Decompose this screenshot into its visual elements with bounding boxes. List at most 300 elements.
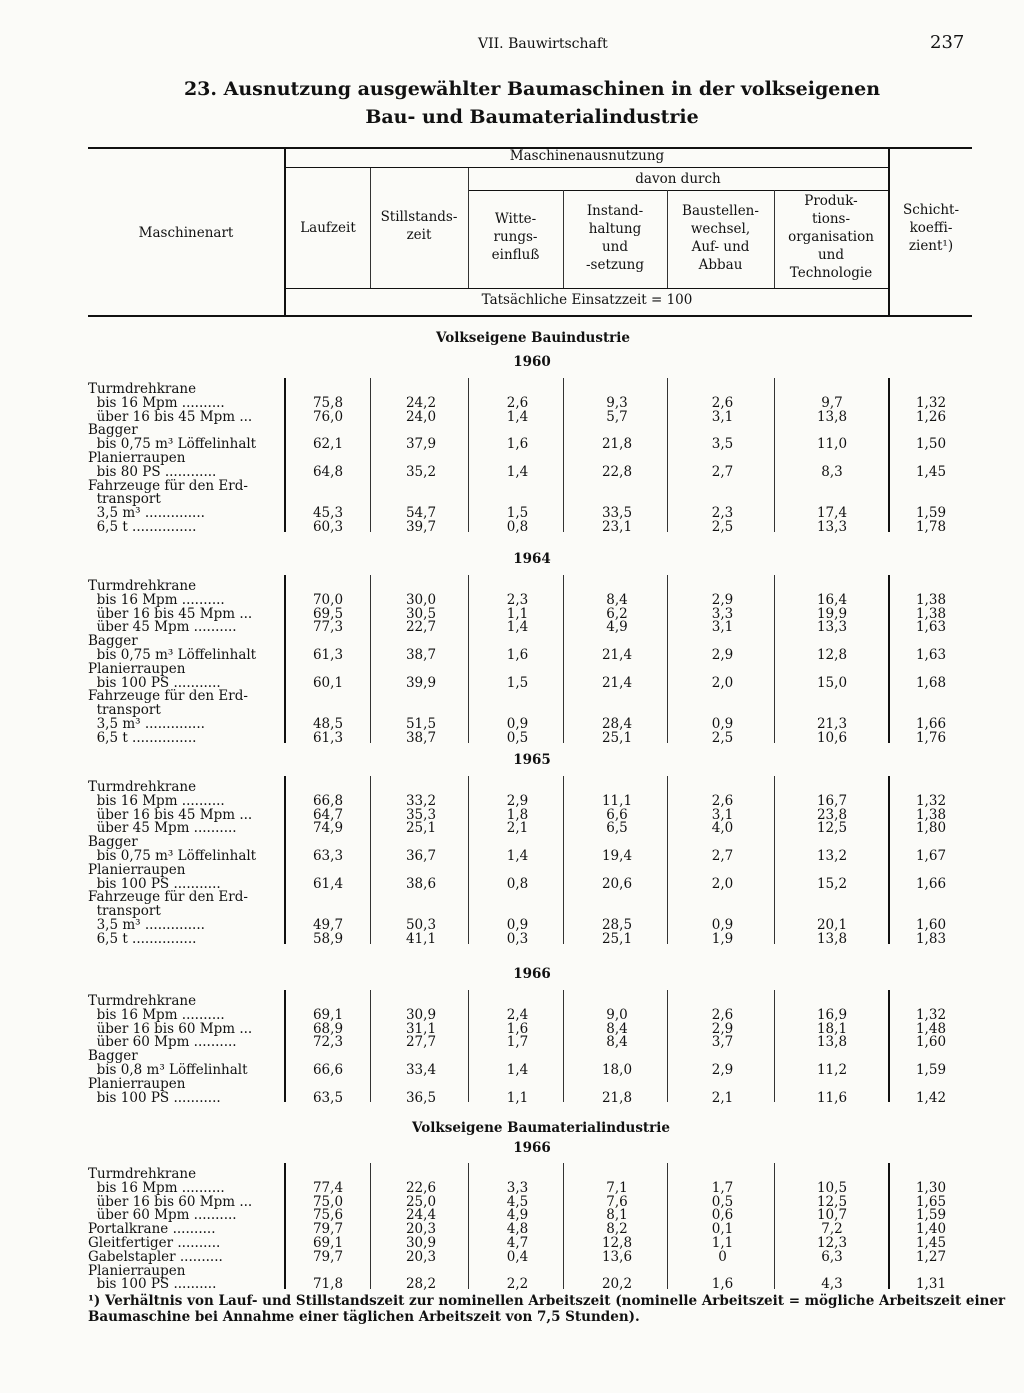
table-cell: 1,45 [915,1235,947,1251]
row-label: 6,5 t ............... [88,729,197,746]
table-cell: 28,4 [601,716,633,732]
column-rule [667,378,668,532]
table-cell: 30,5 [405,605,437,622]
row-label: über 45 Mpm .......... [88,619,237,636]
table-cell: 0,9 [711,917,734,933]
table-cell: 1,38 [915,605,947,622]
table-cell: 1,26 [915,408,947,425]
row-label: bis 0,75 m³ Löffelinhalt [88,436,257,453]
table-cell: 75,0 [312,1193,344,1210]
table-cell: 72,3 [312,1034,344,1051]
table-cell: 2,3 [506,591,529,608]
table-cell: 1,76 [915,729,947,746]
table-cell: 38,6 [405,875,437,892]
column-rule [563,575,564,743]
row-label: Bagger [88,633,138,650]
column-rule [468,990,469,1102]
table-cell: 20,6 [601,875,633,892]
table-cell: 21,4 [601,647,633,663]
table-cell: 2,6 [711,792,734,809]
table-cell: 23,1 [601,519,633,535]
table-cell: 48,5 [312,716,344,732]
table-cell: 58,9 [312,930,344,947]
table-cell: 7,6 [606,1193,628,1210]
table-cell: 4,3 [821,1276,843,1293]
table-cell: 1,7 [711,1179,734,1196]
column-rule [888,776,890,944]
table-cell: 24,2 [405,394,437,411]
column-rule [774,378,775,532]
row-label: Fahrzeuge für den Erd- [88,889,248,906]
table-cell: 28,5 [601,917,633,933]
row-label: 3,5 m³ .............. [88,716,205,732]
col-header-maschinenausnutzung: Maschinenausnutzung [509,148,665,164]
column-rule [370,776,371,944]
table-cell: 8,4 [606,1020,628,1037]
header-rule-1 [286,167,888,168]
table-cell: 1,83 [915,930,947,947]
table-cell: 8,2 [606,1221,628,1238]
row-label: Planierraupen [88,450,186,466]
table-cell: 1,4 [506,463,529,480]
row-label: bis 16 Mpm .......... [88,591,225,608]
table-cell: 3,3 [506,1179,529,1196]
table-cell: 11,0 [816,436,848,453]
table-cell: 1,68 [915,674,947,691]
table-cell: 35,3 [405,806,437,823]
table-cell: 66,8 [312,792,344,809]
table-cell: 2,5 [711,729,734,746]
column-rule [284,1163,286,1289]
table-cell: 25,1 [601,729,633,746]
table-cell: 11,6 [816,1089,848,1106]
table-cell: 0,6 [711,1207,734,1224]
table-cell: 25,0 [405,1193,437,1210]
table-cell: 2,9 [711,591,734,608]
table-cell: 1,30 [915,1179,947,1196]
column-rule [370,1163,371,1289]
running-header: VII. Bauwirtschaft [478,36,608,52]
table-cell: 22,8 [601,463,633,480]
column-rule [370,575,371,743]
row-label: transport [88,702,161,719]
table-cell: 1,32 [915,394,947,411]
table-cell: 49,7 [312,917,344,933]
table-cell: 76,0 [312,408,344,425]
table-cell: 61,4 [312,875,344,892]
table-cell: 0,4 [506,1248,529,1265]
table-cell: 22,6 [405,1179,437,1196]
table-cell: 18,0 [601,1062,633,1078]
table-cell: 6,6 [606,806,628,823]
table-cell: 1,4 [506,619,529,636]
table-cell: 61,3 [312,647,344,663]
table-cell: 0,1 [711,1221,734,1238]
column-rule [468,575,469,743]
column-rule [888,575,890,743]
table-cell: 0,8 [506,519,529,535]
row-label: bis 0,75 m³ Löffelinhalt [88,848,257,864]
table-cell: 3,1 [711,408,734,425]
table-cell: 13,3 [816,619,848,636]
table-cell: 1,42 [915,1089,947,1106]
table-cell: 60,3 [312,519,344,535]
table-cell: 1,5 [506,505,529,522]
table-cell: 28,2 [405,1276,437,1293]
table-cell: 63,3 [312,848,344,864]
table-cell: 3,1 [711,806,734,823]
table-cell: 38,7 [405,647,437,663]
row-label: über 60 Mpm .......... [88,1207,237,1224]
table-cell: 1,63 [915,619,947,636]
row-label: bis 0,8 m³ Löffelinhalt [88,1062,248,1078]
table-cell: 4,7 [506,1235,529,1251]
column-rule [563,776,564,944]
table-cell: 1,50 [915,436,947,453]
column-rule [468,776,469,944]
table-cell: 3,7 [711,1034,734,1051]
col-header-stillstandszeit: Stillstands- zeit [380,209,458,243]
row-label: transport [88,903,161,920]
column-rule [888,378,890,532]
table-cell: 1,38 [915,591,947,608]
table-cell: 11,2 [816,1062,848,1078]
column-rule [284,378,286,532]
table-cell: 1,1 [506,1089,529,1106]
table-cell: 13,8 [816,930,848,947]
col-header-baustellenwechsel: Baustellen- wechsel, Auf- und Abbau [682,203,759,273]
table-cell: 39,7 [405,519,437,535]
table-cell: 18,1 [816,1020,848,1037]
table-title-line1: 23. Ausnutzung ausgewählter Baumaschinen in der volkseigenen [183,78,881,100]
column-rule [667,776,668,944]
header-rule-3 [286,288,888,289]
table-cell: 1,4 [506,1062,529,1078]
column-rule [888,1163,890,1289]
col-header-instandhaltung: Instand- haltung und -setzung [585,203,645,273]
table-cell: 35,2 [405,463,437,480]
table-cell: 15,2 [816,875,848,892]
table-cell: 1,59 [915,1062,947,1078]
table-cell: 21,4 [601,674,633,691]
table-cell: 77,3 [312,619,344,636]
table-cell: 21,8 [601,1089,633,1106]
table-cell: 20,3 [405,1221,437,1238]
row-label: über 60 Mpm .......... [88,1034,237,1051]
table-cell: 6,5 [606,820,628,837]
table-cell: 71,8 [312,1276,344,1293]
table-cell: 33,4 [405,1062,437,1078]
table-cell: 2,0 [711,674,734,691]
table-cell: 24,0 [405,408,437,425]
table-cell: 1,80 [915,820,947,837]
table-cell: 1,32 [915,792,947,809]
table-cell: 79,7 [312,1221,344,1238]
column-rule [667,1163,668,1289]
table-cell: 2,7 [711,848,734,864]
table-cell: 12,3 [816,1235,848,1251]
table-cell: 3,3 [711,605,734,622]
table-cell: 61,3 [312,729,344,746]
row-label: bis 80 PS ............ [88,463,217,480]
table-cell: 2,7 [711,463,734,480]
col-header-maschinenart: Maschinenart [138,225,234,241]
table-cell: 60,1 [312,674,344,691]
table-cell: 54,7 [405,505,437,522]
table-cell: 3,1 [711,619,734,636]
table-cell: 1,6 [506,1020,529,1037]
table-cell: 1,59 [915,1207,947,1224]
row-label: über 16 bis 45 Mpm ... [88,408,253,425]
table-cell: 8,4 [606,591,628,608]
table-cell: 12,8 [601,1235,633,1251]
table-cell: 21,8 [601,436,633,453]
column-rule [284,575,286,743]
table-cell: 2,9 [711,1062,734,1078]
table-cell: 74,9 [312,820,344,837]
row-label: bis 16 Mpm .......... [88,1006,225,1023]
header-rule-2 [468,190,888,191]
row-label: bis 100 PS ........... [88,875,221,892]
table-cell: 31,1 [405,1020,437,1037]
row-label: Turmdrehkrane [88,381,197,397]
page-number: 237 [930,32,965,53]
table-cell: 10,7 [816,1207,848,1224]
table-cell: 12,8 [816,647,848,663]
table-cell: 4,9 [506,1207,529,1224]
table-cell: 20,2 [601,1276,633,1293]
table-cell: 77,4 [312,1179,344,1196]
table-cell: 1,66 [915,875,947,892]
row-label: Gabelstapler .......... [88,1248,223,1265]
year-heading: 1964 [513,551,551,567]
table-cell: 70,0 [312,591,344,608]
table-cell: 79,7 [312,1248,344,1265]
row-label: 6,5 t ............... [88,930,197,947]
row-label: bis 100 PS ........... [88,1089,221,1106]
table-cell: 0,9 [711,716,734,732]
column-rule [774,776,775,944]
table-cell: 3,5 [711,436,734,453]
table-cell: 38,7 [405,729,437,746]
table-cell: 1,4 [506,848,529,864]
row-label: Fahrzeuge für den Erd- [88,477,248,494]
table-cell: 17,4 [816,505,848,522]
row-label: Bagger [88,1048,138,1065]
table-cell: 4,5 [506,1193,529,1210]
col-header-basis: Tatsächliche Einsatzzeit = 100 [481,292,693,308]
row-label: Bagger [88,422,138,439]
column-rule [563,1163,564,1289]
table-cell: 2,1 [506,820,529,837]
table-cell: 27,7 [405,1034,437,1051]
table-cell: 1,65 [915,1193,947,1210]
table-cell: 0,5 [711,1193,734,1210]
table-cell: 0,8 [506,875,529,892]
row-label: Turmdrehkrane [88,993,197,1009]
table-cell: 37,9 [405,436,437,453]
table-cell: 7,2 [821,1221,843,1238]
table-cell: 8,3 [821,463,843,480]
table-cell: 33,2 [405,792,437,809]
table-cell: 36,7 [405,848,437,864]
table-cell: 50,3 [405,917,437,933]
table-cell: 20,1 [816,917,848,933]
table-cell: 0,3 [506,930,529,947]
footnote-line1: ¹) Verhältnis von Lauf- und Stillstandszeit zur nominellen Arbeitszeit (nominelle Arbeitszeit = mögliche Arbeitszeit einer [88,1293,1006,1309]
table-cell: 1,8 [506,806,529,823]
table-cell: 1,78 [915,519,947,535]
table-cell: 1,32 [915,1006,947,1023]
column-rule [284,776,286,944]
table-cell: 2,6 [711,1006,734,1023]
table-cell: 30,9 [405,1235,437,1251]
table-cell: 16,9 [816,1006,848,1023]
table-cell: 2,5 [711,519,734,535]
row-label: bis 100 PS .......... [88,1276,217,1293]
table-cell: 4,9 [606,619,628,636]
row-label: bis 16 Mpm .......... [88,394,225,411]
table-cell: 1,4 [506,408,529,425]
table-cell: 62,1 [312,436,344,453]
table-cell: 1,1 [506,605,529,622]
row-label: bis 16 Mpm .......... [88,1179,225,1196]
table-cell: 1,9 [711,930,734,947]
table-cell: 75,6 [312,1207,344,1224]
column-rule [370,378,371,532]
row-label: Turmdrehkrane [88,578,197,594]
col-header-laufzeit: Laufzeit [300,220,356,236]
table-cell: 2,1 [711,1089,734,1106]
table-cell: 1,63 [915,647,947,663]
column-rule [667,990,668,1102]
column-rule [370,990,371,1102]
table-cell: 1,40 [915,1221,947,1238]
row-label: über 16 bis 60 Mpm ... [88,1193,253,1210]
table-cell: 13,8 [816,1034,848,1051]
year-heading: 1960 [513,354,551,370]
table-cell: 0,9 [506,917,529,933]
col-header-produktion: Produk- tions- organisation und Technologie [788,193,874,281]
table-cell: 2,9 [711,647,734,663]
column-rule [667,575,668,743]
section-bauindustrie: Volkseigene Bauindustrie [436,330,631,346]
row-label: 3,5 m³ .............. [88,917,205,933]
row-label: Fahrzeuge für den Erd- [88,688,248,705]
table-cell: 10,5 [816,1179,848,1196]
table-cell: 2,9 [711,1020,734,1037]
table-cell: 8,1 [606,1207,628,1224]
table-cell: 2,6 [711,394,734,411]
table-cell: 2,3 [711,505,734,522]
table-cell: 2,2 [506,1276,529,1293]
table-cell: 2,9 [506,792,529,809]
row-label: über 16 bis 60 Mpm ... [88,1020,253,1037]
table-cell: 2,4 [506,1006,529,1023]
column-rule [888,990,890,1102]
table-cell: 13,3 [816,519,848,535]
table-cell: 12,5 [816,1193,848,1210]
row-label: über 45 Mpm .......... [88,820,237,837]
table-cell: 1,60 [915,1034,947,1051]
table-cell: 1,6 [506,436,529,453]
column-rule [468,1163,469,1289]
table-cell: 30,9 [405,1006,437,1023]
table-cell: 9,3 [606,394,628,411]
table-cell: 13,8 [816,408,848,425]
row-label: bis 16 Mpm .......... [88,792,225,809]
year-heading: 1966 [513,1140,551,1156]
table-cell: 16,4 [816,591,848,608]
row-label: bis 0,75 m³ Löffelinhalt [88,647,257,663]
row-label: Planierraupen [88,1075,186,1092]
table-cell: 6,3 [821,1248,843,1265]
table-cell: 1,6 [711,1276,734,1293]
table-cell: 45,3 [312,505,344,522]
table-cell: 0,9 [506,716,529,732]
row-label: 3,5 m³ .............. [88,505,205,522]
table-cell: 30,0 [405,591,437,608]
table-cell: 1,1 [711,1235,734,1251]
col-header-witterung: Witte- rungs- einfluß [491,211,540,263]
table-cell: 19,9 [816,605,848,622]
column-rule [774,990,775,1102]
table-cell: 9,0 [606,1006,628,1023]
column-rule [468,378,469,532]
table-cell: 9,7 [821,394,843,411]
row-label: über 16 bis 45 Mpm ... [88,806,253,823]
table-cell: 0,5 [506,729,529,746]
table-cell: 10,6 [816,729,848,746]
table-cell: 4,0 [711,820,734,837]
column-rule [563,378,564,532]
table-cell: 2,6 [506,394,529,411]
table-cell: 2,0 [711,875,734,892]
row-label: Planierraupen [88,1262,186,1279]
table-cell: 25,1 [601,930,633,947]
table-title-line2: Bau- und Baumaterialindustrie [365,106,699,128]
row-label: Portalkrane .......... [88,1221,216,1238]
section-baumaterialindustrie: Volkseigene Baumaterialindustrie [412,1120,670,1136]
table-cell: 69,5 [312,605,344,622]
table-cell: 66,6 [312,1062,344,1078]
table-cell: 13,2 [816,848,848,864]
table-cell: 1,31 [915,1276,947,1293]
table-cell: 22,7 [405,619,437,636]
table-cell: 25,1 [405,820,437,837]
column-rule [284,990,286,1102]
table-cell: 15,0 [816,674,848,691]
row-label: 6,5 t ............... [88,519,197,535]
row-label: Planierraupen [88,660,186,677]
table-cell: 4,8 [506,1221,529,1238]
table-cell: 1,27 [915,1248,947,1265]
table-cell: 1,5 [506,674,529,691]
table-cell: 16,7 [816,792,848,809]
table-cell: 8,4 [606,1034,628,1051]
table-cell: 36,5 [405,1089,437,1106]
table-cell: 13,6 [601,1248,633,1265]
table-cell: 1,59 [915,505,947,522]
table-cell: 20,3 [405,1248,437,1265]
row-label: über 16 bis 45 Mpm ... [88,605,253,622]
table-cell: 19,4 [601,848,633,864]
row-label: Turmdrehkrane [88,779,197,795]
table-cell: 21,3 [816,716,848,732]
row-label: Bagger [88,834,138,851]
col-header-davon-durch: davon durch [635,171,721,187]
row-label: bis 100 PS ........... [88,674,221,691]
